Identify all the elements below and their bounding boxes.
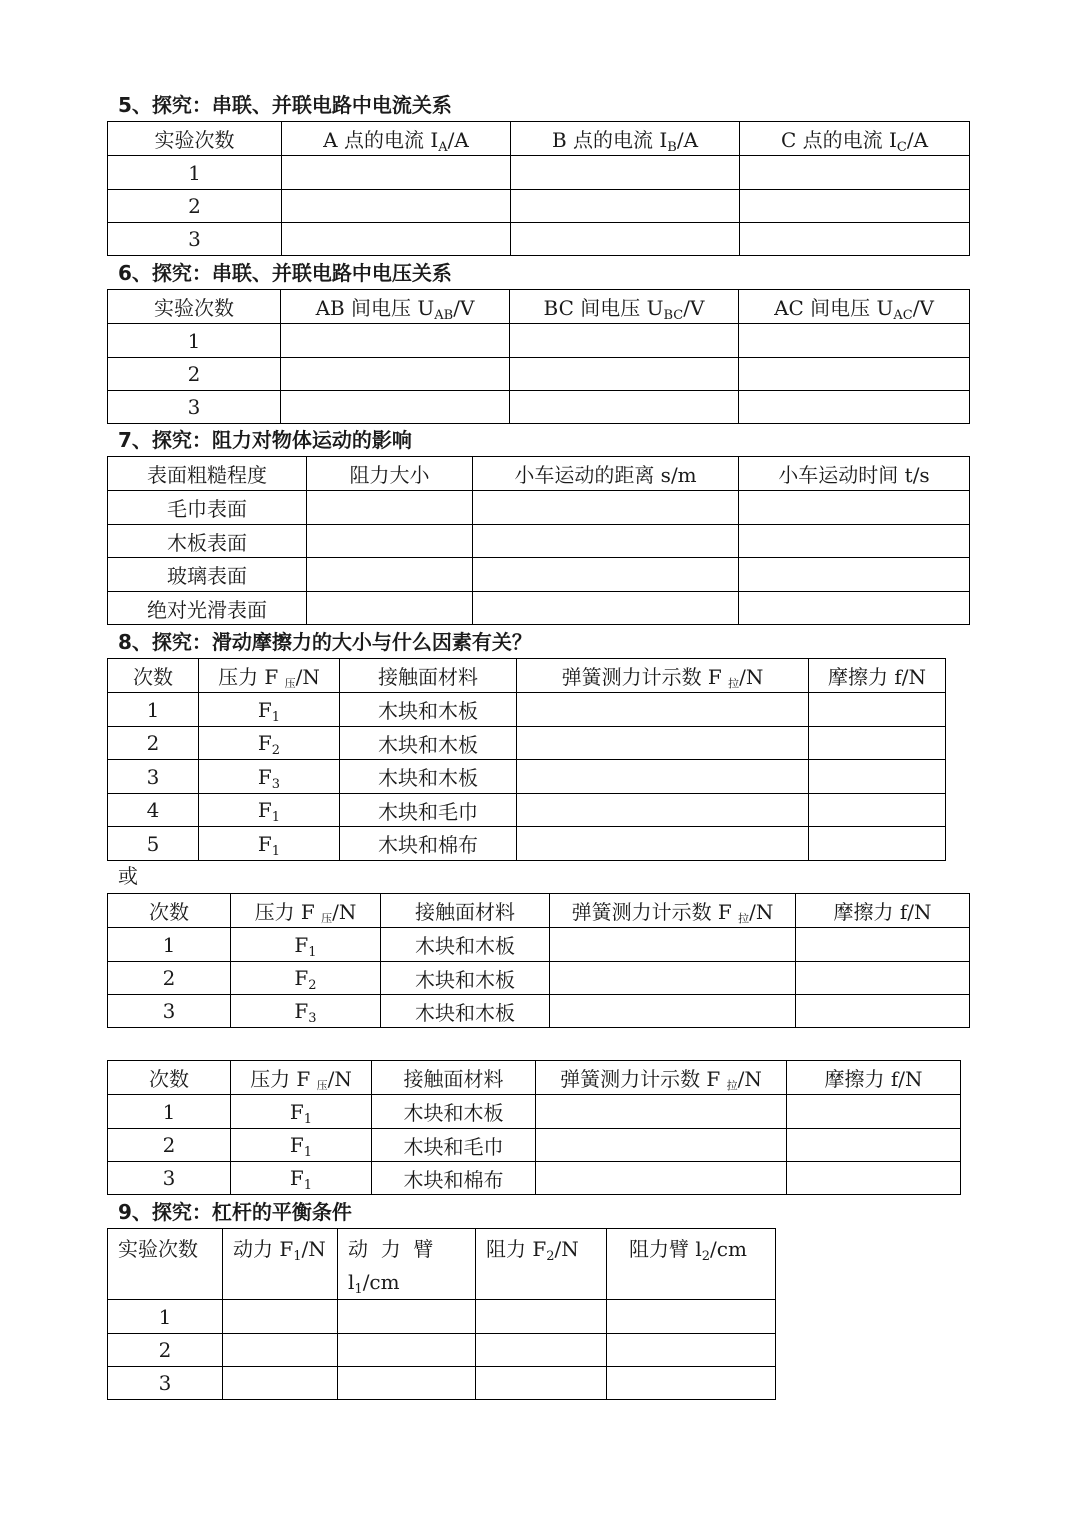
input-cell[interactable]	[809, 794, 946, 827]
pressure-value: $F_1$	[231, 1162, 372, 1195]
material-value: 木块和棉布	[340, 827, 517, 861]
lever-balance-table	[107, 1228, 776, 1400]
section-9-title: 9、探究：杠杆的平衡条件	[118, 1200, 352, 1224]
input-cell[interactable]	[607, 1300, 776, 1334]
table-row	[108, 1095, 961, 1129]
table-row	[108, 962, 970, 995]
trial-number: 3	[108, 1367, 223, 1400]
input-cell[interactable]	[809, 760, 946, 794]
header-friction-force: 摩擦力 f/N	[787, 1061, 961, 1095]
table-row	[108, 324, 970, 358]
input-cell[interactable]	[739, 592, 970, 625]
resistance-motion-table	[107, 456, 970, 625]
section-5-title: 5、探究：串联、并联电路中电流关系	[118, 93, 452, 117]
input-cell[interactable]	[517, 693, 809, 727]
pressure-value: $F_3$	[231, 995, 381, 1028]
trial-number: 4	[108, 794, 199, 827]
input-cell[interactable]	[517, 760, 809, 794]
table-row	[108, 592, 970, 625]
input-cell[interactable]	[517, 827, 809, 861]
header-surface-roughness: 表面粗糙程度	[108, 457, 307, 491]
trial-number: 3	[108, 391, 281, 424]
input-cell[interactable]	[223, 1334, 338, 1367]
table-row	[108, 1300, 776, 1334]
input-cell[interactable]	[473, 558, 739, 592]
input-cell[interactable]	[307, 592, 473, 625]
material-value: 木块和棉布	[372, 1162, 536, 1195]
header-count: 次数	[108, 1061, 231, 1095]
header-voltage-bc: BC 间电压 $U_{BC}/V$	[510, 290, 739, 324]
friction-table-2	[107, 893, 970, 1028]
trial-number: 1	[108, 156, 282, 190]
input-cell[interactable]	[307, 525, 473, 558]
pressure-value: $F_1$	[199, 827, 340, 861]
material-value: 木块和毛巾	[340, 794, 517, 827]
trial-number: 1	[108, 693, 199, 727]
input-cell[interactable]	[536, 1095, 787, 1129]
input-cell[interactable]	[517, 727, 809, 760]
header-cart-distance: 小车运动的距离 s/m	[473, 457, 739, 491]
table-row	[108, 928, 970, 962]
header-pressure: 压力 F 压/N	[199, 659, 340, 693]
pressure-value: $F_1$	[199, 693, 340, 727]
header-contact-material: 接触面材料	[381, 894, 550, 928]
header-voltage-ac: AC 间电压 $U_{AC}/V$	[739, 290, 970, 324]
table-row	[108, 156, 970, 190]
input-cell[interactable]	[282, 156, 511, 190]
table-header-row	[108, 290, 970, 324]
table-row	[108, 491, 970, 525]
table-row	[108, 995, 970, 1028]
table-header-row	[108, 1061, 961, 1095]
input-cell[interactable]	[510, 358, 739, 391]
header-current-a: A 点的电流 $I_A/A$	[282, 122, 511, 156]
input-cell[interactable]	[511, 190, 740, 223]
table-row	[108, 525, 970, 558]
input-cell[interactable]	[550, 928, 796, 962]
table-row	[108, 693, 946, 727]
surface-label: 玻璃表面	[108, 558, 307, 592]
header-resistance-size: 阻力大小	[307, 457, 473, 491]
table-row	[108, 1334, 776, 1367]
header-trial-count: 实验次数	[108, 1229, 223, 1300]
surface-label: 毛巾表面	[108, 491, 307, 525]
section-6-title: 6、探究：串联、并联电路中电压关系	[118, 261, 452, 285]
current-relation-table	[107, 121, 970, 256]
trial-number: 2	[108, 1129, 231, 1162]
pressure-value: $F_1$	[231, 1095, 372, 1129]
table-row	[108, 727, 946, 760]
input-cell[interactable]	[739, 558, 970, 592]
input-cell[interactable]	[338, 1300, 476, 1334]
input-cell[interactable]	[476, 1334, 607, 1367]
input-cell[interactable]	[740, 223, 970, 256]
trial-number: 1	[108, 928, 231, 962]
trial-number: 2	[108, 962, 231, 995]
table-header-row	[108, 894, 970, 928]
header-trial-count: 实验次数	[108, 122, 282, 156]
trial-number: 3	[108, 760, 199, 794]
input-cell[interactable]	[473, 525, 739, 558]
input-cell[interactable]	[739, 358, 970, 391]
header-friction-force: 摩擦力 f/N	[796, 894, 970, 928]
input-cell[interactable]	[809, 693, 946, 727]
input-cell[interactable]	[787, 1162, 961, 1195]
header-friction-force: 摩擦力 f/N	[809, 659, 946, 693]
input-cell[interactable]	[809, 827, 946, 861]
table-row	[108, 827, 946, 861]
section-7-title: 7、探究：阻力对物体运动的影响	[118, 428, 412, 452]
input-cell[interactable]	[796, 995, 970, 1028]
input-cell[interactable]	[550, 995, 796, 1028]
surface-label: 木板表面	[108, 525, 307, 558]
input-cell[interactable]	[511, 223, 740, 256]
pressure-value: $F_1$	[231, 1129, 372, 1162]
voltage-relation-table	[107, 289, 970, 424]
section-8-title: 8、探究：滑动摩擦力的大小与什么因素有关？	[118, 630, 532, 654]
table-row	[108, 794, 946, 827]
pressure-value: $F_2$	[199, 727, 340, 760]
trial-number: 2	[108, 358, 281, 391]
pressure-value: $F_3$	[199, 760, 340, 794]
pressure-value: $F_1$	[199, 794, 340, 827]
header-count: 次数	[108, 894, 231, 928]
header-pressure: 压力 F 压/N	[231, 894, 381, 928]
header-resistance-arm: 阻力臂 $l_2/cm$	[607, 1229, 776, 1300]
header-count: 次数	[108, 659, 199, 693]
input-cell[interactable]	[282, 223, 511, 256]
input-cell[interactable]	[739, 324, 970, 358]
trial-number: 1	[108, 1300, 223, 1334]
trial-number: 2	[108, 190, 282, 223]
input-cell[interactable]	[510, 324, 739, 358]
input-cell[interactable]	[281, 324, 510, 358]
input-cell[interactable]	[740, 190, 970, 223]
table-row	[108, 760, 946, 794]
input-cell[interactable]	[607, 1367, 776, 1400]
table-row	[108, 391, 970, 424]
trial-number: 5	[108, 827, 199, 861]
input-cell[interactable]	[223, 1300, 338, 1334]
input-cell[interactable]	[476, 1300, 607, 1334]
header-trial-count: 实验次数	[108, 290, 281, 324]
header-spring-reading: 弹簧测力计示数 F 拉/N	[550, 894, 796, 928]
header-voltage-ab: AB 间电压 $U_{AB}/V$	[281, 290, 510, 324]
header-cart-time: 小车运动时间 t/s	[739, 457, 970, 491]
table-row	[108, 1129, 961, 1162]
trial-number: 2	[108, 727, 199, 760]
input-cell[interactable]	[281, 358, 510, 391]
table-row	[108, 190, 970, 223]
material-value: 木块和木板	[381, 928, 550, 962]
material-value: 木块和木板	[340, 727, 517, 760]
input-cell[interactable]	[550, 962, 796, 995]
material-value: 木块和毛巾	[372, 1129, 536, 1162]
input-cell[interactable]	[511, 156, 740, 190]
table-header-row	[108, 457, 970, 491]
pressure-value: $F_2$	[231, 962, 381, 995]
header-pressure: 压力 F 压/N	[231, 1061, 372, 1095]
input-cell[interactable]	[307, 558, 473, 592]
input-cell[interactable]	[476, 1367, 607, 1400]
table-row	[108, 358, 970, 391]
input-cell[interactable]	[739, 525, 970, 558]
table-header-row	[108, 659, 946, 693]
material-value: 木块和木板	[381, 962, 550, 995]
input-cell[interactable]	[796, 928, 970, 962]
input-cell[interactable]	[739, 391, 970, 424]
table-header-row	[108, 1229, 776, 1300]
table-header-row	[108, 122, 970, 156]
pressure-value: $F_1$	[231, 928, 381, 962]
header-contact-material: 接触面材料	[372, 1061, 536, 1095]
header-contact-material: 接触面材料	[340, 659, 517, 693]
input-cell[interactable]	[223, 1367, 338, 1400]
surface-label: 绝对光滑表面	[108, 592, 307, 625]
table-row	[108, 1162, 961, 1195]
input-cell[interactable]	[307, 491, 473, 525]
header-spring-reading: 弹簧测力计示数 F 拉/N	[517, 659, 809, 693]
material-value: 木块和木板	[372, 1095, 536, 1129]
input-cell[interactable]	[740, 156, 970, 190]
input-cell[interactable]	[607, 1334, 776, 1367]
table-row	[108, 223, 970, 256]
material-value: 木块和木板	[340, 693, 517, 727]
friction-table-3	[107, 1060, 961, 1195]
input-cell[interactable]	[739, 491, 970, 525]
input-cell[interactable]	[338, 1367, 476, 1400]
trial-number: 3	[108, 1162, 231, 1195]
header-current-b: B 点的电流 $I_B/A$	[511, 122, 740, 156]
input-cell[interactable]	[473, 592, 739, 625]
input-cell[interactable]	[282, 190, 511, 223]
input-cell[interactable]	[517, 794, 809, 827]
friction-table-1	[107, 658, 946, 861]
trial-number: 1	[108, 324, 281, 358]
trial-number: 3	[108, 223, 282, 256]
trial-number: 2	[108, 1334, 223, 1367]
input-cell[interactable]	[510, 391, 739, 424]
header-effort-arm: 动 力 臂 $l_1/cm$	[338, 1229, 476, 1300]
material-value: 木块和木板	[381, 995, 550, 1028]
input-cell[interactable]	[787, 1095, 961, 1129]
header-current-c: C 点的电流 $I_C/A$	[740, 122, 970, 156]
trial-number: 1	[108, 1095, 231, 1129]
or-label: 或	[118, 864, 138, 888]
table-row	[108, 558, 970, 592]
input-cell[interactable]	[796, 962, 970, 995]
input-cell[interactable]	[809, 727, 946, 760]
header-effort-force: 动力 $F_1/N$	[223, 1229, 338, 1300]
input-cell[interactable]	[473, 491, 739, 525]
input-cell[interactable]	[536, 1162, 787, 1195]
header-spring-reading: 弹簧测力计示数 F 拉/N	[536, 1061, 787, 1095]
input-cell[interactable]	[536, 1129, 787, 1162]
input-cell[interactable]	[281, 391, 510, 424]
input-cell[interactable]	[787, 1129, 961, 1162]
input-cell[interactable]	[338, 1334, 476, 1367]
table-row	[108, 1367, 776, 1400]
header-resistance-force: 阻力 $F_2/N$	[476, 1229, 607, 1300]
trial-number: 3	[108, 995, 231, 1028]
material-value: 木块和木板	[340, 760, 517, 794]
